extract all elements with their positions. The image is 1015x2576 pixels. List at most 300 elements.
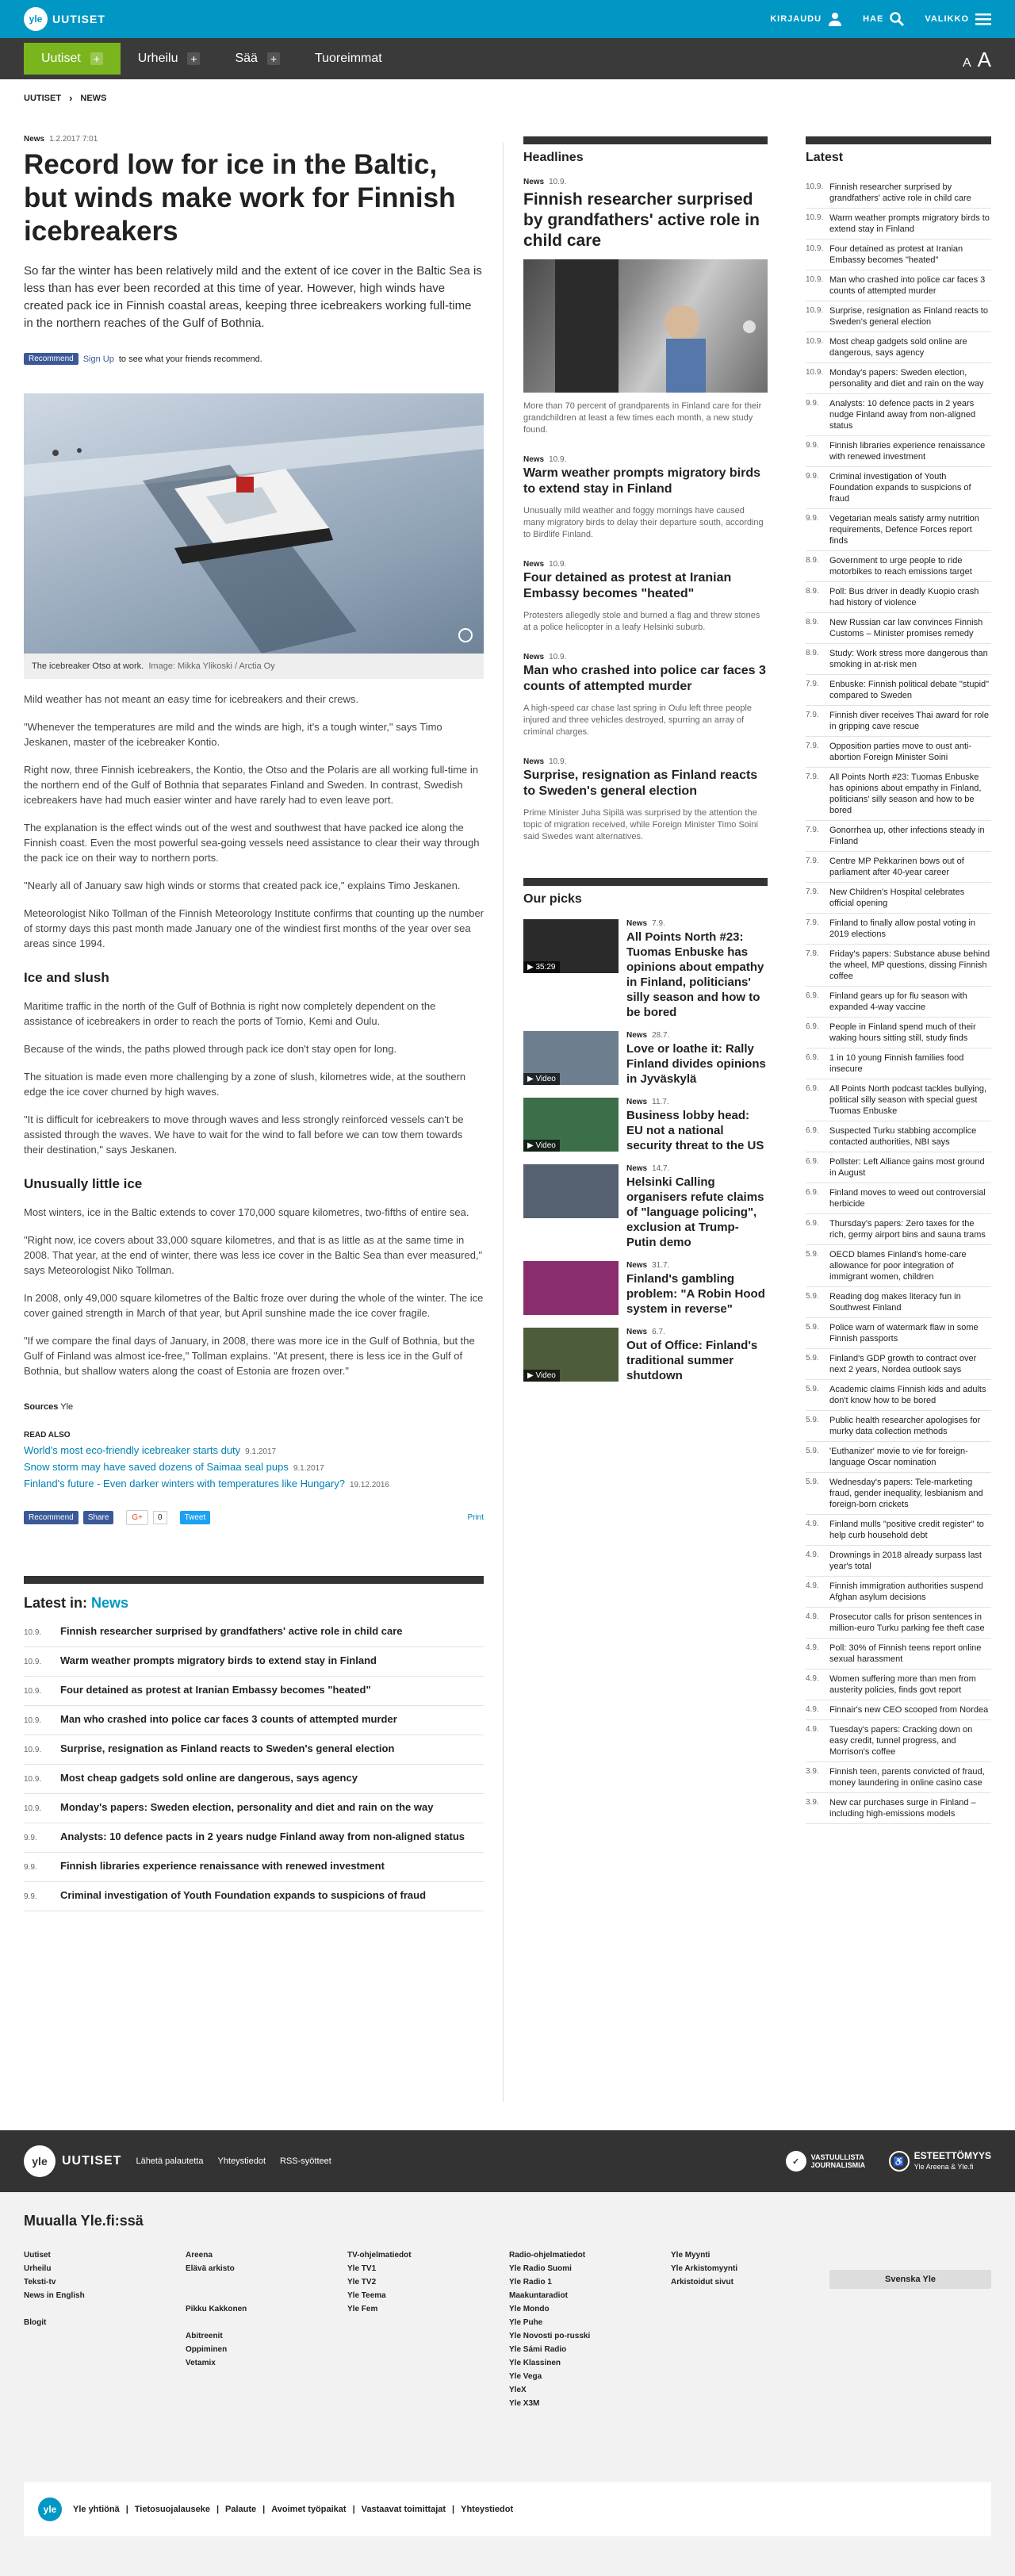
- footer-link[interactable]: Yle Puhe: [509, 2318, 543, 2327]
- footer-link[interactable]: Vetamix: [186, 2359, 216, 2367]
- latest-row[interactable]: [806, 240, 991, 270]
- article-title: Record low for ice in the Baltic, but winds make work for Finnish icebreakers: [24, 149, 456, 247]
- latest-in-title[interactable]: Criminal investigation of Youth Foundation expands to suspicions of fraud: [60, 1889, 427, 1901]
- headline-title[interactable]: Warm weather prompts migratory birds to extend stay in Finland: [523, 466, 761, 496]
- latest-row[interactable]: [806, 613, 991, 644]
- latest-title[interactable]: Finnish libraries experience renaissance with renewed investment: [829, 441, 986, 462]
- latest-title[interactable]: Pollster: Left Alliance gains most ground in August: [829, 1157, 985, 1178]
- latest-title[interactable]: Public health researcher apologises for murky data collection methods: [829, 1416, 981, 1436]
- latest-in-section[interactable]: News: [91, 1595, 129, 1611]
- latest-date: 5.9.: [806, 1447, 819, 1455]
- latest-row[interactable]: [806, 1700, 991, 1720]
- footer-link[interactable]: Yle Radio Suomi: [509, 2264, 572, 2273]
- pick-thumbnail[interactable]: [523, 1328, 619, 1382]
- latest-title[interactable]: Government to urge people to ride motorbikes to reach emissions target: [829, 556, 972, 577]
- paragraph: Most winters, ice in the Baltic extends to cover 170,000 square kilometres, two-fifths of entire sea.: [24, 1206, 469, 1218]
- latest-date: 7.9.: [806, 826, 819, 834]
- article: [24, 135, 484, 1911]
- latest-row[interactable]: [806, 1152, 991, 1183]
- footer-link[interactable]: News in English: [24, 2291, 85, 2300]
- latest-row[interactable]: [806, 551, 991, 582]
- latest-in-row[interactable]: [24, 1853, 484, 1882]
- latest-in-title[interactable]: Finnish researcher surprised by grandfathers' active role in child care: [60, 1625, 403, 1637]
- latest-title[interactable]: Surprise, resignation as Finland reacts to Sweden's general election: [829, 306, 988, 327]
- pick-item[interactable]: [523, 1164, 768, 1250]
- hamburger-icon: [975, 13, 991, 25]
- check-badge-icon: ✓: [786, 2151, 806, 2172]
- pick-title[interactable]: All Points North #23: Tuomas Enbuske has opinions about empathy in Finland, politicians' silly season and how to be bored: [626, 930, 764, 1019]
- latest-in-row[interactable]: [24, 1765, 484, 1794]
- latest-title[interactable]: OECD blames Finland's home-care allowance for poor integration of immigrant women, children: [829, 1250, 967, 1282]
- latest-row[interactable]: [806, 1018, 991, 1048]
- svenska-yle-button[interactable]: Svenska Yle: [829, 2270, 991, 2289]
- latest-date: 7.9.: [806, 949, 819, 958]
- latest-title[interactable]: Monday's papers: Sweden election, personality and diet and rain on the way: [829, 368, 984, 389]
- latest-in-row[interactable]: [24, 1794, 484, 1823]
- pick-title[interactable]: Out of Office: Finland's traditional summer shutdown: [626, 1339, 758, 1382]
- footer-link[interactable]: Radio-ohjelmatiedot: [509, 2251, 586, 2260]
- latest-title[interactable]: Most cheap gadgets sold online are dangerous, says agency: [829, 337, 967, 358]
- latest-row[interactable]: [806, 1048, 991, 1079]
- latest-title[interactable]: People in Finland spend much of their waking hours sitting still, study finds: [829, 1022, 976, 1043]
- kicker-label[interactable]: News: [24, 135, 45, 144]
- footer-link[interactable]: Yle Radio 1: [509, 2278, 552, 2287]
- latest-row[interactable]: [806, 436, 991, 467]
- latest-date: 7.9.: [806, 680, 819, 688]
- footer-yle-logo[interactable]: yle: [24, 2145, 56, 2177]
- accessibility-icon: ♿: [889, 2151, 910, 2172]
- latest-row[interactable]: [806, 1669, 991, 1700]
- latest-row[interactable]: [806, 1318, 991, 1349]
- footer-link[interactable]: Yle X3M: [509, 2399, 540, 2408]
- headline-date: 10.9.: [549, 178, 567, 186]
- nav-uutiset[interactable]: [24, 43, 121, 75]
- footer-link[interactable]: Teksti-tv: [24, 2278, 56, 2287]
- latest-row[interactable]: [806, 675, 991, 706]
- pick-title[interactable]: Finland's gambling problem: "A Robin Hood system in reverse": [626, 1272, 765, 1316]
- latest-heading: Latest: [806, 136, 991, 165]
- latest-date: 10.9.: [806, 213, 824, 222]
- latest-date: 4.9.: [806, 1674, 819, 1683]
- latest-title[interactable]: Drownings in 2018 already surpass last year's total: [829, 1551, 982, 1571]
- brand-name[interactable]: UUTISET: [52, 13, 105, 25]
- latest-row[interactable]: [806, 1608, 991, 1639]
- latest-title[interactable]: Finnish immigration authorities suspend Afghan asylum decisions: [829, 1581, 983, 1602]
- footer-bottom-link[interactable]: Vastaavat toimittajat: [361, 2505, 446, 2514]
- latest-row[interactable]: [806, 852, 991, 883]
- latest-in-title[interactable]: Most cheap gadgets sold online are dangerous, says agency: [60, 1772, 358, 1784]
- font-large-button[interactable]: A: [977, 48, 991, 71]
- latest-title[interactable]: Academic claims Finnish kids and adults don't know how to be bored: [829, 1385, 986, 1405]
- latest-title[interactable]: Man who crashed into police car faces 3 counts of attempted murder: [829, 275, 986, 296]
- latest-row[interactable]: [806, 1639, 991, 1669]
- nav-tuoreimmat[interactable]: [297, 38, 400, 79]
- footer-link[interactable]: Yle Novosti po-russki: [509, 2332, 591, 2340]
- tweet-button[interactable]: Tweet: [180, 1511, 211, 1524]
- footer-link[interactable]: Arkistoidut sivut: [671, 2278, 733, 2287]
- latest-row[interactable]: [806, 1183, 991, 1214]
- latest-date: 6.9.: [806, 1219, 819, 1228]
- latest-in-title[interactable]: Surprise, resignation as Finland reacts to Sweden's general election: [60, 1742, 395, 1754]
- plus-icon[interactable]: +: [267, 52, 280, 65]
- latest-row[interactable]: [806, 945, 991, 987]
- gplus-button[interactable]: G+: [126, 1510, 148, 1525]
- headline-summary: Protesters allegedly stole and burned a flag and threw stones at a police helicopter in a leafy Helsinki suburb.: [523, 611, 760, 632]
- kicker-label: News: [626, 1164, 648, 1173]
- footer-link-feedback[interactable]: Lähetä palautetta: [136, 2156, 204, 2166]
- latest-column: [806, 136, 991, 1824]
- latest-row[interactable]: [806, 363, 991, 394]
- latest-title[interactable]: Finland's GDP growth to contract over next 2 years, Nordea outlook says: [829, 1354, 977, 1374]
- latest-title[interactable]: Finnish diver receives Thai award for role in gripping cave rescue: [829, 711, 989, 731]
- latest-title[interactable]: Opposition parties move to oust anti-abortion Foreign Minister Soini: [829, 742, 972, 762]
- headline-title[interactable]: Four detained as protest at Iranian Embassy becomes "heated": [523, 571, 732, 600]
- latest-row[interactable]: [806, 1515, 991, 1546]
- latest-in-date: 9.9.: [24, 1863, 37, 1872]
- latest-row[interactable]: [806, 883, 991, 914]
- pick-item[interactable]: [523, 919, 768, 1020]
- pick-thumbnail[interactable]: [523, 1164, 619, 1218]
- menu-button[interactable]: [925, 13, 991, 25]
- latest-row[interactable]: [806, 1121, 991, 1152]
- latest-title[interactable]: All Points North #23: Tuomas Enbuske has opinions about empathy in Finland, politicians' silly season and how to be bored: [829, 772, 982, 815]
- breadcrumb-root[interactable]: UUTISET: [24, 93, 62, 103]
- pick-item[interactable]: [523, 1328, 768, 1383]
- latest-row[interactable]: [806, 768, 991, 821]
- accessibility-sub: Yle Areena & Yle.fi: [914, 2162, 974, 2171]
- latest-title[interactable]: Police warn of watermark flaw in some Finnish passports: [829, 1323, 979, 1344]
- footer-link[interactable]: Areena: [186, 2251, 213, 2260]
- latest-title[interactable]: Poll: 30% of Finnish teens report online sexual harassment: [829, 1643, 982, 1664]
- video-badge: ▶ Video: [523, 1140, 560, 1152]
- headline-item[interactable]: [523, 757, 768, 843]
- headline-title[interactable]: Finnish researcher surprised by grandfathers' active role in child care: [523, 190, 760, 250]
- latest-date: 5.9.: [806, 1385, 819, 1393]
- footer-bottom-link[interactable]: Palaute: [225, 2505, 257, 2514]
- pick-item[interactable]: [523, 1261, 768, 1317]
- read-also-link[interactable]: Finland's future - Even darker winters with temperatures like Hungary?: [24, 1478, 345, 1489]
- latest-title[interactable]: Prosecutor calls for prison sentences in million-euro Turku parking fee theft case: [829, 1612, 985, 1633]
- latest-date: 5.9.: [806, 1354, 819, 1363]
- latest-title[interactable]: Centre MP Pekkarinen bows out of parliament after 40-year career: [829, 857, 964, 877]
- latest-row[interactable]: [806, 332, 991, 363]
- latest-title[interactable]: Finnish teen, parents convicted of fraud, money laundering in online casino case: [829, 1767, 985, 1788]
- latest-row[interactable]: [806, 1442, 991, 1473]
- latest-in-row[interactable]: [24, 1706, 484, 1735]
- latest-title[interactable]: Criminal investigation of Youth Foundation expands to suspicions of fraud: [829, 472, 971, 504]
- latest-row[interactable]: [806, 209, 991, 240]
- latest-row[interactable]: [806, 1349, 991, 1380]
- headline-item[interactable]: [523, 455, 768, 541]
- latest-in-title[interactable]: Four detained as protest at Iranian Embassy becomes "heated": [60, 1684, 371, 1696]
- footer-brand[interactable]: UUTISET: [62, 2154, 122, 2168]
- picks-list: [523, 919, 768, 1383]
- latest-row[interactable]: [806, 1546, 991, 1577]
- footer-link: [186, 2316, 347, 2329]
- pick-thumbnail[interactable]: [523, 919, 619, 973]
- latest-title[interactable]: Wednesday's papers: Tele-marketing fraud, gender inequality, lesbianism and foreign-born crickets: [829, 1478, 983, 1509]
- headline-kicker: [523, 178, 768, 186]
- latest-row[interactable]: [806, 178, 991, 209]
- latest-title[interactable]: Warm weather prompts migratory birds to extend stay in Finland: [829, 213, 990, 234]
- latest-title[interactable]: Analysts: 10 defence pacts in 2 years nudge Finland away from non-aligned status: [829, 399, 976, 431]
- login-button[interactable]: [770, 12, 842, 26]
- pick-title[interactable]: Business lobby head: EU not a national security threat to the US: [626, 1109, 764, 1152]
- footer-link[interactable]: Blogit: [24, 2318, 47, 2327]
- latest-date: 9.9.: [806, 399, 819, 408]
- fb-recommend-share-button[interactable]: Recommend: [24, 1511, 79, 1524]
- latest-row[interactable]: [806, 582, 991, 613]
- pick-thumbnail[interactable]: [523, 1098, 619, 1152]
- latest-date: 8.9.: [806, 556, 819, 565]
- latest-title[interactable]: Finnish researcher surprised by grandfathers' active role in child care: [829, 182, 971, 203]
- latest-title[interactable]: Vegetarian meals satisfy army nutrition requirements, Defence Forces report finds: [829, 514, 979, 546]
- footer-link[interactable]: YleX: [509, 2386, 527, 2394]
- latest-row[interactable]: [806, 1762, 991, 1793]
- font-small-button[interactable]: A: [962, 56, 971, 70]
- fb-share-button[interactable]: Share: [83, 1511, 114, 1524]
- headline-kicker: [523, 757, 768, 766]
- latest-row[interactable]: [806, 394, 991, 436]
- kicker-label: News: [523, 178, 545, 186]
- footer-column: [347, 2248, 509, 2410]
- latest-title[interactable]: Finland moves to weed out controversial herbicide: [829, 1188, 986, 1209]
- footer-link[interactable]: Yle TV2: [347, 2278, 377, 2287]
- headline-title[interactable]: Man who crashed into police car faces 3 counts of attempted murder: [523, 664, 766, 693]
- footer-link[interactable]: TV-ohjelmatiedot: [347, 2251, 412, 2260]
- latest-title[interactable]: Finland to finally allow postal voting in 2019 elections: [829, 918, 976, 939]
- plus-icon[interactable]: +: [90, 52, 103, 65]
- footer-link[interactable]: Maakuntaradiot: [509, 2291, 568, 2300]
- latest-title[interactable]: 'Euthanizer' movie to vie for foreign-language Oscar nomination: [829, 1447, 968, 1467]
- headline-date: 10.9.: [549, 653, 567, 661]
- footer-bottom-link[interactable]: Tietosuojalauseke: [134, 2505, 210, 2514]
- pick-date: 7.9.: [652, 919, 665, 928]
- headline-image[interactable]: [523, 259, 768, 393]
- headline-date: 10.9.: [549, 757, 567, 766]
- headline-item[interactable]: [523, 653, 768, 738]
- latest-date: 6.9.: [806, 1188, 819, 1197]
- bottom-yle-logo[interactable]: yle: [38, 2497, 62, 2521]
- latest-in-row[interactable]: [24, 1677, 484, 1706]
- footer-bottom-link[interactable]: Yle yhtiönä: [73, 2505, 120, 2514]
- latest-date: 4.9.: [806, 1643, 819, 1652]
- accessibility-label: ESTEETTÖMYYS: [914, 2149, 991, 2161]
- latest-row[interactable]: [806, 1411, 991, 1442]
- latest-row[interactable]: [806, 1214, 991, 1245]
- latest-row[interactable]: [806, 1720, 991, 1762]
- latest-title[interactable]: Thursday's papers: Zero taxes for the rich, germy airport bins and sauna trams: [829, 1219, 986, 1240]
- latest-title[interactable]: Friday's papers: Substance abuse behind the wheel, MP questions, dissing Finnish coffee: [829, 949, 990, 981]
- footer-link[interactable]: Yle Arkistomyynti: [671, 2264, 738, 2273]
- latest-list: [806, 178, 991, 1824]
- latest-row[interactable]: [806, 1577, 991, 1608]
- paragraph: Mild weather has not meant an easy time for icebreakers and their crews.: [24, 693, 358, 705]
- jsn-badge[interactable]: [786, 2151, 875, 2172]
- footer-link[interactable]: Yle Sámi Radio: [509, 2345, 567, 2354]
- yle-logo[interactable]: yle: [24, 7, 48, 31]
- latest-date: 7.9.: [806, 887, 819, 896]
- footer-link[interactable]: Yle Myynti: [671, 2251, 710, 2260]
- latest-row[interactable]: [806, 1245, 991, 1287]
- user-icon: [828, 12, 842, 26]
- video-badge: ▶ Video: [523, 1370, 560, 1382]
- paragraph: In 2008, only 49,000 square kilometres of the Baltic froze over during the whole of the winter. The ice cover gained strength in March of that year, but April sunshine made the ice cover fragile.: [24, 1292, 484, 1319]
- paragraph: The situation is made even more challenging by a zone of slush, kilometres wide, at the southern edge the ice cover churned by high waves.: [24, 1071, 466, 1098]
- latest-row[interactable]: [806, 1380, 991, 1411]
- latest-title[interactable]: New Russian car law convinces Finnish Customs – Minister promises remedy: [829, 618, 983, 638]
- headline-title[interactable]: Surprise, resignation as Finland reacts to Sweden's general election: [523, 769, 758, 798]
- headline-top[interactable]: [523, 178, 768, 436]
- read-also-list: [24, 1444, 484, 1489]
- footer-link[interactable]: Yle Mondo: [509, 2305, 550, 2313]
- latest-row[interactable]: [806, 1079, 991, 1121]
- latest-in-row[interactable]: [24, 1647, 484, 1677]
- latest-title[interactable]: Women suffering more than men from austerity policies, finds govt report: [829, 1674, 976, 1695]
- headline-date: 10.9.: [549, 455, 567, 464]
- article-image[interactable]: [24, 393, 484, 654]
- latest-in-title[interactable]: Analysts: 10 defence pacts in 2 years nudge Finland away from non-aligned status: [60, 1830, 465, 1842]
- latest-row[interactable]: [806, 1793, 991, 1824]
- latest-row[interactable]: [806, 821, 991, 852]
- login-label: KIRJAUDU: [770, 14, 822, 24]
- zoom-icon[interactable]: [458, 628, 473, 642]
- breadcrumb-current: NEWS: [80, 93, 107, 103]
- kicker-label: News: [523, 560, 545, 569]
- print-link[interactable]: Print: [467, 1513, 484, 1522]
- latest-title[interactable]: New Children's Hospital celebrates official opening: [829, 887, 965, 908]
- latest-row[interactable]: [806, 509, 991, 551]
- latest-title[interactable]: Enbuske: Finnish political debate "stupid" compared to Sweden: [829, 680, 990, 700]
- footer-link[interactable]: Yle TV1: [347, 2264, 377, 2273]
- footer-bottom-link[interactable]: Avoimet työpaikat: [271, 2505, 347, 2514]
- headline-summary: More than 70 percent of grandparents in Finland care for their grandchildren at least a few times each month, a new study found.: [523, 401, 762, 435]
- latest-title[interactable]: 1 in 10 young Finnish families food insecure: [829, 1053, 964, 1074]
- latest-in-row[interactable]: [24, 1823, 484, 1853]
- paragraph: Meteorologist Niko Tollman of the Finnish Meteorology Institute confirms that counting up the number of stormy days this past month made January one of the windiest first months of the year over sea areas since 1994.: [24, 907, 485, 949]
- pick-title[interactable]: Helsinki Calling organisers refute claims of "language policing", exclusion at Trump-Putin demo: [626, 1175, 764, 1249]
- latest-title[interactable]: Study: Work stress more dangerous than smoking in at-risk men: [829, 649, 988, 669]
- latest-in-title[interactable]: Finnish libraries experience renaissance with renewed investment: [60, 1860, 385, 1872]
- latest-row[interactable]: [806, 270, 991, 301]
- latest-title[interactable]: Finland gears up for flu season with expanded 4-way vaccine: [829, 991, 967, 1012]
- latest-date: 3.9.: [806, 1798, 819, 1807]
- icebreaker-photo: [24, 393, 484, 654]
- footer-link[interactable]: Abitreenit: [186, 2332, 223, 2340]
- latest-title[interactable]: Tuesday's papers: Cracking down on easy credit, tunnel progress, and Morrison's coffee: [829, 1725, 973, 1757]
- footer-link[interactable]: Yle Vega: [509, 2372, 542, 2381]
- latest-row[interactable]: [806, 706, 991, 737]
- latest-date: 10.9.: [806, 275, 824, 284]
- latest-title[interactable]: Finnair's new CEO scooped from Nordea: [829, 1705, 989, 1715]
- pick-kicker: [626, 1098, 768, 1106]
- pick-text: [626, 1261, 768, 1317]
- latest-row[interactable]: [806, 1287, 991, 1318]
- nav-urheilu[interactable]: [121, 38, 218, 79]
- footer-link[interactable]: Pikku Kakkonen: [186, 2305, 247, 2313]
- separator: |: [262, 2505, 266, 2514]
- latest-row[interactable]: [806, 644, 991, 675]
- footer-link[interactable]: Urheilu: [24, 2264, 52, 2273]
- search-icon: [890, 12, 904, 26]
- latest-in-row[interactable]: [24, 1735, 484, 1765]
- latest-date: 4.9.: [806, 1520, 819, 1528]
- footer: [0, 2130, 1015, 2576]
- accessibility-badge[interactable]: [889, 2151, 991, 2172]
- latest-in-date: 10.9.: [24, 1658, 42, 1666]
- image-caption: [24, 654, 484, 679]
- latest-title[interactable]: New car purchases surge in Finland – including high-emissions models: [829, 1798, 976, 1819]
- nav-saa[interactable]: [217, 38, 297, 79]
- latest-title[interactable]: Poll: Bus driver in deadly Kuopio crash had history of violence: [829, 587, 979, 608]
- latest-in-row[interactable]: [24, 1618, 484, 1647]
- read-also-link[interactable]: World's most eco-friendly icebreaker starts duty: [24, 1444, 241, 1456]
- latest-title[interactable]: Four detained as protest at Iranian Embassy becomes "heated": [829, 244, 963, 265]
- read-also-link[interactable]: Snow storm may have saved dozens of Saimaa seal pups: [24, 1461, 289, 1473]
- breadcrumb: [24, 92, 106, 104]
- footer-link[interactable]: Oppiminen: [186, 2345, 228, 2354]
- fb-signup-link[interactable]: Sign Up: [82, 354, 114, 364]
- pick-item[interactable]: [523, 1098, 768, 1153]
- latest-title[interactable]: All Points North podcast tackles bullying, political silly season with special guest Tuomas Enbuske: [829, 1084, 987, 1116]
- article-body: [24, 692, 484, 1378]
- pick-thumbnail[interactable]: [523, 1261, 619, 1315]
- footer-link[interactable]: Yle Klassinen: [509, 2359, 561, 2367]
- footer-column: [186, 2248, 347, 2410]
- pick-date: 11.7.: [652, 1098, 669, 1106]
- latest-date: 5.9.: [806, 1478, 819, 1486]
- pick-date: 14.7.: [652, 1164, 670, 1173]
- latest-row[interactable]: [806, 914, 991, 945]
- latest-row[interactable]: [806, 301, 991, 332]
- footer-link[interactable]: Uutiset: [24, 2251, 51, 2260]
- headline-item[interactable]: [523, 560, 768, 634]
- search-label: HAE: [863, 14, 884, 24]
- footer-column: [24, 2248, 186, 2410]
- footer-link[interactable]: Yle Fem: [347, 2305, 378, 2313]
- latest-title[interactable]: Gonorrhea up, other infections steady in Finland: [829, 826, 985, 846]
- footer-bottom-link[interactable]: Yhteystiedot: [461, 2505, 514, 2514]
- latest-date: 6.9.: [806, 1157, 819, 1166]
- pick-title[interactable]: Love or loathe it: Rally Finland divides opinions in Jyväskylä: [626, 1042, 766, 1086]
- latest-title[interactable]: Reading dog makes literacy fun in Southwest Finland: [829, 1292, 961, 1313]
- latest-row[interactable]: [806, 737, 991, 768]
- read-also-date: 9.1.2017: [245, 1447, 277, 1456]
- pick-thumbnail[interactable]: [523, 1031, 619, 1085]
- latest-in-title[interactable]: Man who crashed into police car faces 3 counts of attempted murder: [60, 1713, 397, 1725]
- pick-item[interactable]: [523, 1031, 768, 1087]
- fb-recommend-button[interactable]: Recommend: [24, 353, 79, 365]
- latest-row[interactable]: [806, 1473, 991, 1515]
- pick-text: [626, 1098, 768, 1153]
- sources-label: Sources: [24, 1402, 59, 1412]
- footer-link[interactable]: Yle Teema: [347, 2291, 386, 2300]
- latest-title[interactable]: Finland mulls "positive credit register" to help curb household debt: [829, 1520, 984, 1540]
- latest-in-title[interactable]: Monday's papers: Sweden election, personality and diet and rain on the way: [60, 1801, 434, 1813]
- pick-kicker: [626, 1164, 768, 1173]
- footer-link-rss[interactable]: RSS-syötteet: [280, 2156, 331, 2166]
- plus-icon[interactable]: +: [187, 52, 200, 65]
- footer-link[interactable]: Elävä arkisto: [186, 2264, 235, 2273]
- latest-row[interactable]: [806, 987, 991, 1018]
- footer-link-contact[interactable]: Yhteystiedot: [217, 2156, 266, 2166]
- latest-row[interactable]: [806, 467, 991, 509]
- latest-in-title[interactable]: Warm weather prompts migratory birds to extend stay in Finland: [60, 1654, 377, 1666]
- menu-label: VALIKKO: [925, 14, 969, 24]
- latest-in-row[interactable]: [24, 1882, 484, 1911]
- search-button[interactable]: [863, 12, 904, 26]
- latest-title[interactable]: Suspected Turku stabbing accomplice contacted authorities, NBI says: [829, 1126, 977, 1147]
